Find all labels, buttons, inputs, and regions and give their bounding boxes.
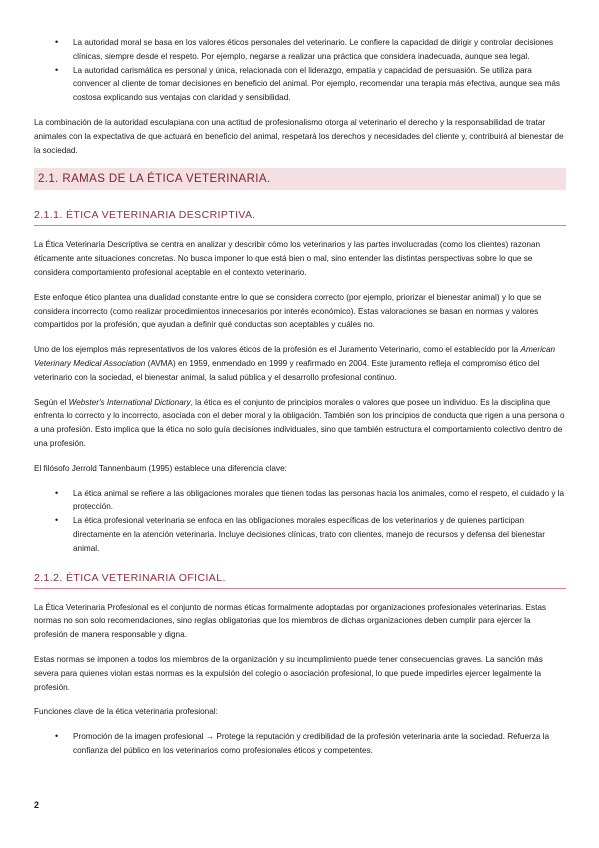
list-item: • La ética animal se refiere a las obligaciones morales que tienen todas las personas hacia los animales, como el respeto, el cuidado y la protección. (55, 487, 565, 512)
paragraph-oficial-1: La Ética Veterinaria Profesional es el conjunto de normas éticas formalmente adoptadas por organizaciones profesionales veterinarias. Estas normas no son solo recomendaciones, sino reglas obligatorias que los miembros de dichas organizaciones deben cumplir para ejercer la profesión de manera responsable y digna. (34, 602, 547, 640)
list-item: • Promoción de la imagen profesional → Protege la reputación y credibilidad de la profesión veterinaria ante la sociedad. Refuerza la confianza del público en los veterinarios como profesionales éticos y competentes. (55, 731, 550, 755)
bullet-icon: • (55, 515, 59, 526)
paragraph-desc-1: La Ética Veterinaria Descriptiva se centra en analizar y describir cómo los veterinarios y las partes involucradas (como los clientes) razonan éticamente ante situaciones concretas. No busca imponer lo que está bien o mal, sino entender las distintas perspectivas sobre lo que se considera comportamiento profesional aceptable en el contexto veterinario. (34, 240, 541, 277)
subsection-heading-descriptiva: 2.1.1. ÉTICA VETERINARIA DESCRIPTIVA. (34, 208, 566, 226)
section-heading-ramas: 2.1. RAMAS DE LA ÉTICA VETERINARIA. (34, 168, 566, 190)
page-content (34, 36, 566, 758)
bullet-icon: • (55, 487, 59, 498)
list-item: • La autoridad carismática es personal y única, relacionada con el liderazgo, empatía y capacidad de persuasión. Se utiliza para convencer al cliente de tomar decisiones en beneficio del animal. Por ejemplo, recomendar una terapia más efectiva, aunque sea más costosa explicando sus ventajas con claridad y sensibilidad. (55, 64, 560, 103)
paragraph-desc-2: Este enfoque ético plantea una dualidad constante entre lo que se considera correcto (por ejemplo, priorizar el bienestar animal) y lo que se considera incorrecto (como realizar procedimientos innecesarios por interés económico). Estas valoraciones se basan en normas y valores compartidos por la profesión, que ayudan a definir qué conductas son aceptables y cuáles no. (34, 292, 542, 330)
ethics-bullet-list (34, 487, 566, 556)
paragraph-oficial-2: Estas normas se imponen a todos los miembros de la organización y su incumplimiento puede tener consecuencias graves. La sanción más severa para quienes violan estas normas es la expulsión del colegio o asociación profesional, lo que puede impedirles ejercer legalmente la profesión. (34, 654, 543, 692)
paragraph-desc-4: Según el Webster's International Dictionary, la ética es el conjunto de principios morales o valores que posee un individuo. Es la disciplina que enfrenta lo correcto y lo incorrecto, asociada con el deber moral y la obligación. También son los principios de conducta que rigen a una persona o a una profesión. Esto implica que la ética no solo guía decisiones individuales, sino que también estructura el comportamiento colectivo dentro de una profesión. (34, 397, 565, 448)
subsection-heading-oficial: 2.1.2. ÉTICA VETERINARIA OFICIAL. (34, 571, 566, 589)
bullet-icon: • (55, 731, 59, 742)
dictionary-title: Webster's International Dictionary (68, 397, 191, 407)
functions-bullet-list (34, 730, 566, 758)
paragraph-desc-3: Uno de los ejemplos más representativos de los valores éticos de la profesión es el Juramento Veterinario, como el establecido por la American Veterinary Medical Association (AVMA) en 1959, enmendado en 1999 y reafirmado en 2004. Este juramento refleja el compromiso ético del veterinario con la sociedad, el bienestar animal, la salud pública y el desarrollo profesional continuo. (34, 345, 556, 382)
bullet-icon: • (55, 37, 59, 47)
organization-name: American Veterinary Medical Association (34, 345, 556, 368)
list-item: • La autoridad moral se basa en los valores éticos personales del veterinario. Le confiere la capacidad de dirigir y controlar decisiones clínicas, siempre desde el respeto. Por ejemplo, negarse a realizar una práctica que considera inadecuada, aunque sea legal. (55, 37, 554, 61)
page-number: 2 (34, 800, 40, 810)
bullet-icon: • (55, 64, 59, 75)
authority-bullet-list (34, 36, 566, 105)
list-item: • La ética profesional veterinaria se enfoca en las obligaciones morales específicas de los veterinarios y de quienes participan directamente en la atención veterinaria. Incluye decisiones clínicas, trato con clientes, manejo de recursos y defensa del bienestar animal. (55, 515, 545, 553)
paragraph-combination: La combinación de la autoridad esculapiana con una actitud de profesionalismo otorga al veterinario el derecho y la responsabilidad de tratar animales con la expectativa de que actuará en beneficio del animal, respetará los derechos y necesidades del cliente y, contribuirá al bienestar de la sociedad. (34, 117, 564, 155)
paragraph-oficial-3: Funciones clave de la ética veterinaria profesional: (34, 707, 218, 717)
paragraph-desc-5: El filósofo Jerrold Tannenbaum (1995) establece una diferencia clave: (34, 463, 287, 473)
